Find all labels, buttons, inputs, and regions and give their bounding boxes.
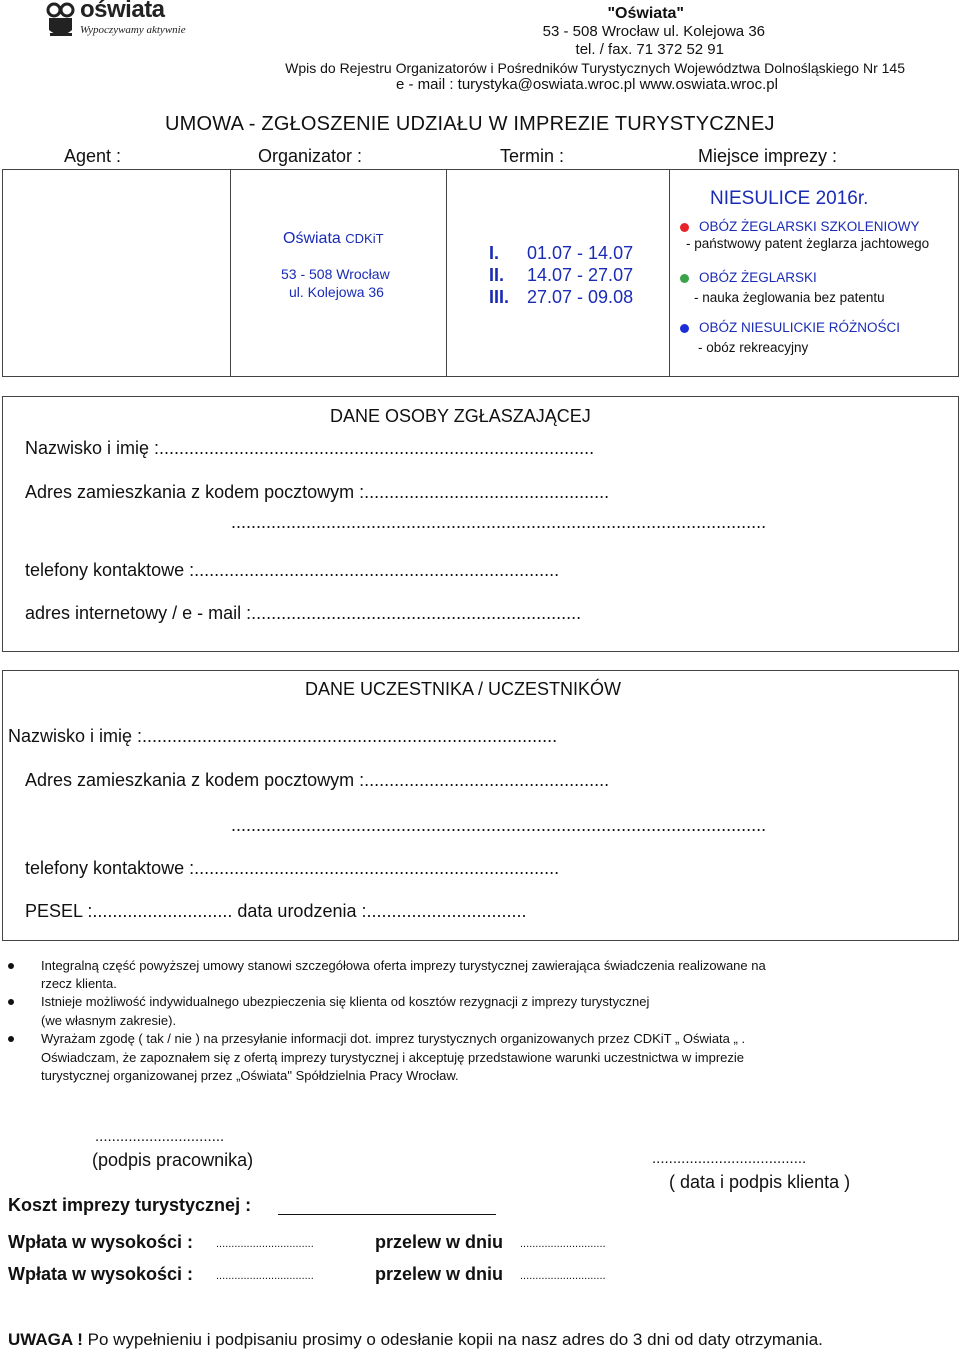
footer-warning: UWAGA ! [8, 1330, 83, 1349]
applicant-address-line2[interactable]: ........................................................................................................... [231, 512, 767, 532]
term-list [489, 242, 633, 308]
applicant-name-field[interactable]: Nazwisko i imię :....................................................................................... [25, 438, 595, 458]
term-item [489, 286, 633, 308]
note-line: rzecz klienta. [41, 976, 117, 991]
company-address: 53 - 508 Wrocław ul. Kolejowa 36 [542, 23, 765, 40]
agent-label: Agent : [64, 146, 122, 166]
organizer-name-text: Oświata [283, 230, 341, 247]
camp-name: OBÓZ NIESULICKIE RÓŻNOŚCI [699, 320, 901, 335]
camp-item [680, 268, 885, 308]
camp-desc: - państwowy patent żeglarza jachtowego [686, 236, 930, 251]
owl-icon [46, 0, 76, 42]
document-title: UMOWA - ZGŁOSZENIE UDZIAŁU W IMPREZIE TURYSTYCZNEJ [165, 113, 775, 135]
red-dot-icon [680, 223, 689, 232]
term-label: Termin : [500, 146, 565, 166]
participant-phone-field[interactable]: telefony kontaktowe :......................................................................... [25, 858, 560, 878]
place-label: Miejsce imprezy : [698, 146, 838, 166]
participant-name-field[interactable]: Nazwisko i imię :................................................................................... [8, 726, 558, 746]
transfer-label-2: przelew w dniu [375, 1264, 504, 1284]
participant-address-line2[interactable]: ........................................................................................................... [231, 815, 767, 835]
applicant-phone-field[interactable]: telefony kontaktowe :......................................................................... [25, 560, 560, 580]
company-email: e - mail : turystyka@oswiata.wroc.pl www.oswiata.wroc.pl [395, 76, 778, 93]
participant-address-field[interactable]: Adres zamieszkania z kodem pocztowym :................................................. [25, 770, 610, 790]
organizer-city: 53 - 508 Wrocław [281, 266, 390, 282]
payment-label-2: Wpłata w wysokości : [8, 1264, 194, 1284]
note-line: turystycznej organizowanej przez „Oświata" Spółdzielnia Pracy Wrocław. [41, 1068, 459, 1083]
company-name: "Oświata" [607, 5, 684, 22]
organizer-label: Organizator : [258, 146, 363, 166]
footer-note [8, 1330, 823, 1350]
term-dates: 01.07 - 14.07 [527, 243, 634, 263]
organizer-name [283, 230, 384, 248]
payment-label-1: Wpłata w wysokości : [8, 1232, 194, 1252]
note-line: Oświadczam, że zapoznałem się z ofertą imprezy turystycznej i akceptuję przedstawione warunki uczestnictwa w imprezie [41, 1050, 745, 1065]
footer-text: Po wypełnieniu i podpisaniu prosimy o odesłanie kopii na nasz adres do 3 dni od daty otrzymania. [87, 1330, 823, 1349]
payment-amount-field-2[interactable]: ................................ [216, 1270, 314, 1282]
transfer-date-field-2[interactable]: ............................ [520, 1270, 606, 1282]
payment-amount-field-1[interactable]: ................................ [216, 1238, 314, 1250]
place-cell [670, 170, 959, 377]
term-num: I. [489, 243, 500, 263]
note-line: Istnieje możliwość indywidualnego ubezpieczenia się klienta od kosztów rezygnacji z imprezy turystycznej [41, 994, 650, 1009]
logo-tagline: Wypoczywamy aktywnie [80, 24, 186, 36]
client-signature-label: ( data i podpis klienta ) [669, 1172, 851, 1192]
applicant-heading: DANE OSOBY ZGŁASZAJĄCEJ [330, 406, 591, 426]
term-cell [447, 170, 670, 377]
camp-name: OBÓZ ŻEGLARSKI [699, 270, 817, 285]
camp-name: OBÓZ ŻEGLARSKI SZKOLENIOWY [699, 219, 920, 234]
term-dates: 27.07 - 09.08 [527, 287, 634, 307]
camp-item [680, 218, 929, 252]
transfer-label-1: przelew w dniu [375, 1232, 504, 1252]
applicant-email-field[interactable]: adres internetowy / e - mail :.................................................................. [25, 603, 582, 623]
company-phone: tel. / fax. 71 372 52 91 [575, 41, 724, 58]
term-dates: 14.07 - 27.07 [527, 265, 634, 285]
client-signature-line[interactable]: ..................................... [652, 1150, 807, 1167]
bullet-icon [8, 963, 14, 969]
details-table [2, 169, 959, 377]
cost-label: Koszt imprezy turystycznej : [8, 1195, 252, 1215]
camp-desc: - obóz rekreacyjny [698, 340, 809, 355]
cost-underline[interactable] [278, 1214, 496, 1215]
term-item [489, 264, 633, 286]
applicant-address-field[interactable]: Adres zamieszkania z kodem pocztowym :................................................. [25, 482, 610, 502]
term-num: II. [489, 265, 505, 285]
term-num: III. [489, 287, 510, 307]
organizer-name-suffix: CDKiT [345, 231, 384, 246]
green-dot-icon [680, 274, 689, 283]
camp-item [680, 318, 900, 358]
participant-heading: DANE UCZESTNIKA / UCZESTNIKÓW [305, 679, 622, 699]
participant-pesel-dob-field[interactable]: PESEL :............................ data urodzenia :................................ [25, 901, 527, 921]
note-line: Integralną część powyższej umowy stanowi szczegółowa oferta imprezy turystycznej zawierająca świadczenia realizowane na [41, 958, 766, 973]
note-line: Wyrażam zgodę ( tak / nie ) na przesyłanie informacji dot. imprez turystycznych organizowanych przez CDKiT „ Oświata „ . [41, 1031, 746, 1046]
term-item [489, 242, 633, 264]
company-logo [46, 0, 196, 44]
camp-desc: - nauka żeglowania bez patentu [694, 290, 885, 305]
agent-cell [3, 170, 231, 377]
organizer-cell [231, 170, 447, 377]
bullet-icon [8, 999, 14, 1005]
logo-name: oświata [80, 0, 165, 23]
employee-signature-label: (podpis pracownika) [92, 1150, 254, 1170]
organizer-street: ul. Kolejowa 36 [289, 284, 384, 300]
blue-dot-icon [680, 324, 689, 333]
place-heading: NIESULICE 2016r. [710, 188, 869, 209]
company-registry: Wpis do Rejestru Organizatorów i Pośredników Turystycznych Województwa Dolnośląskiego Nr 145 [285, 60, 905, 76]
employee-signature-line[interactable]: ............................... [95, 1128, 225, 1145]
bullet-icon [8, 1036, 14, 1042]
transfer-date-field-1[interactable]: ............................ [520, 1238, 606, 1250]
note-line: (we własnym zakresie). [41, 1013, 177, 1028]
